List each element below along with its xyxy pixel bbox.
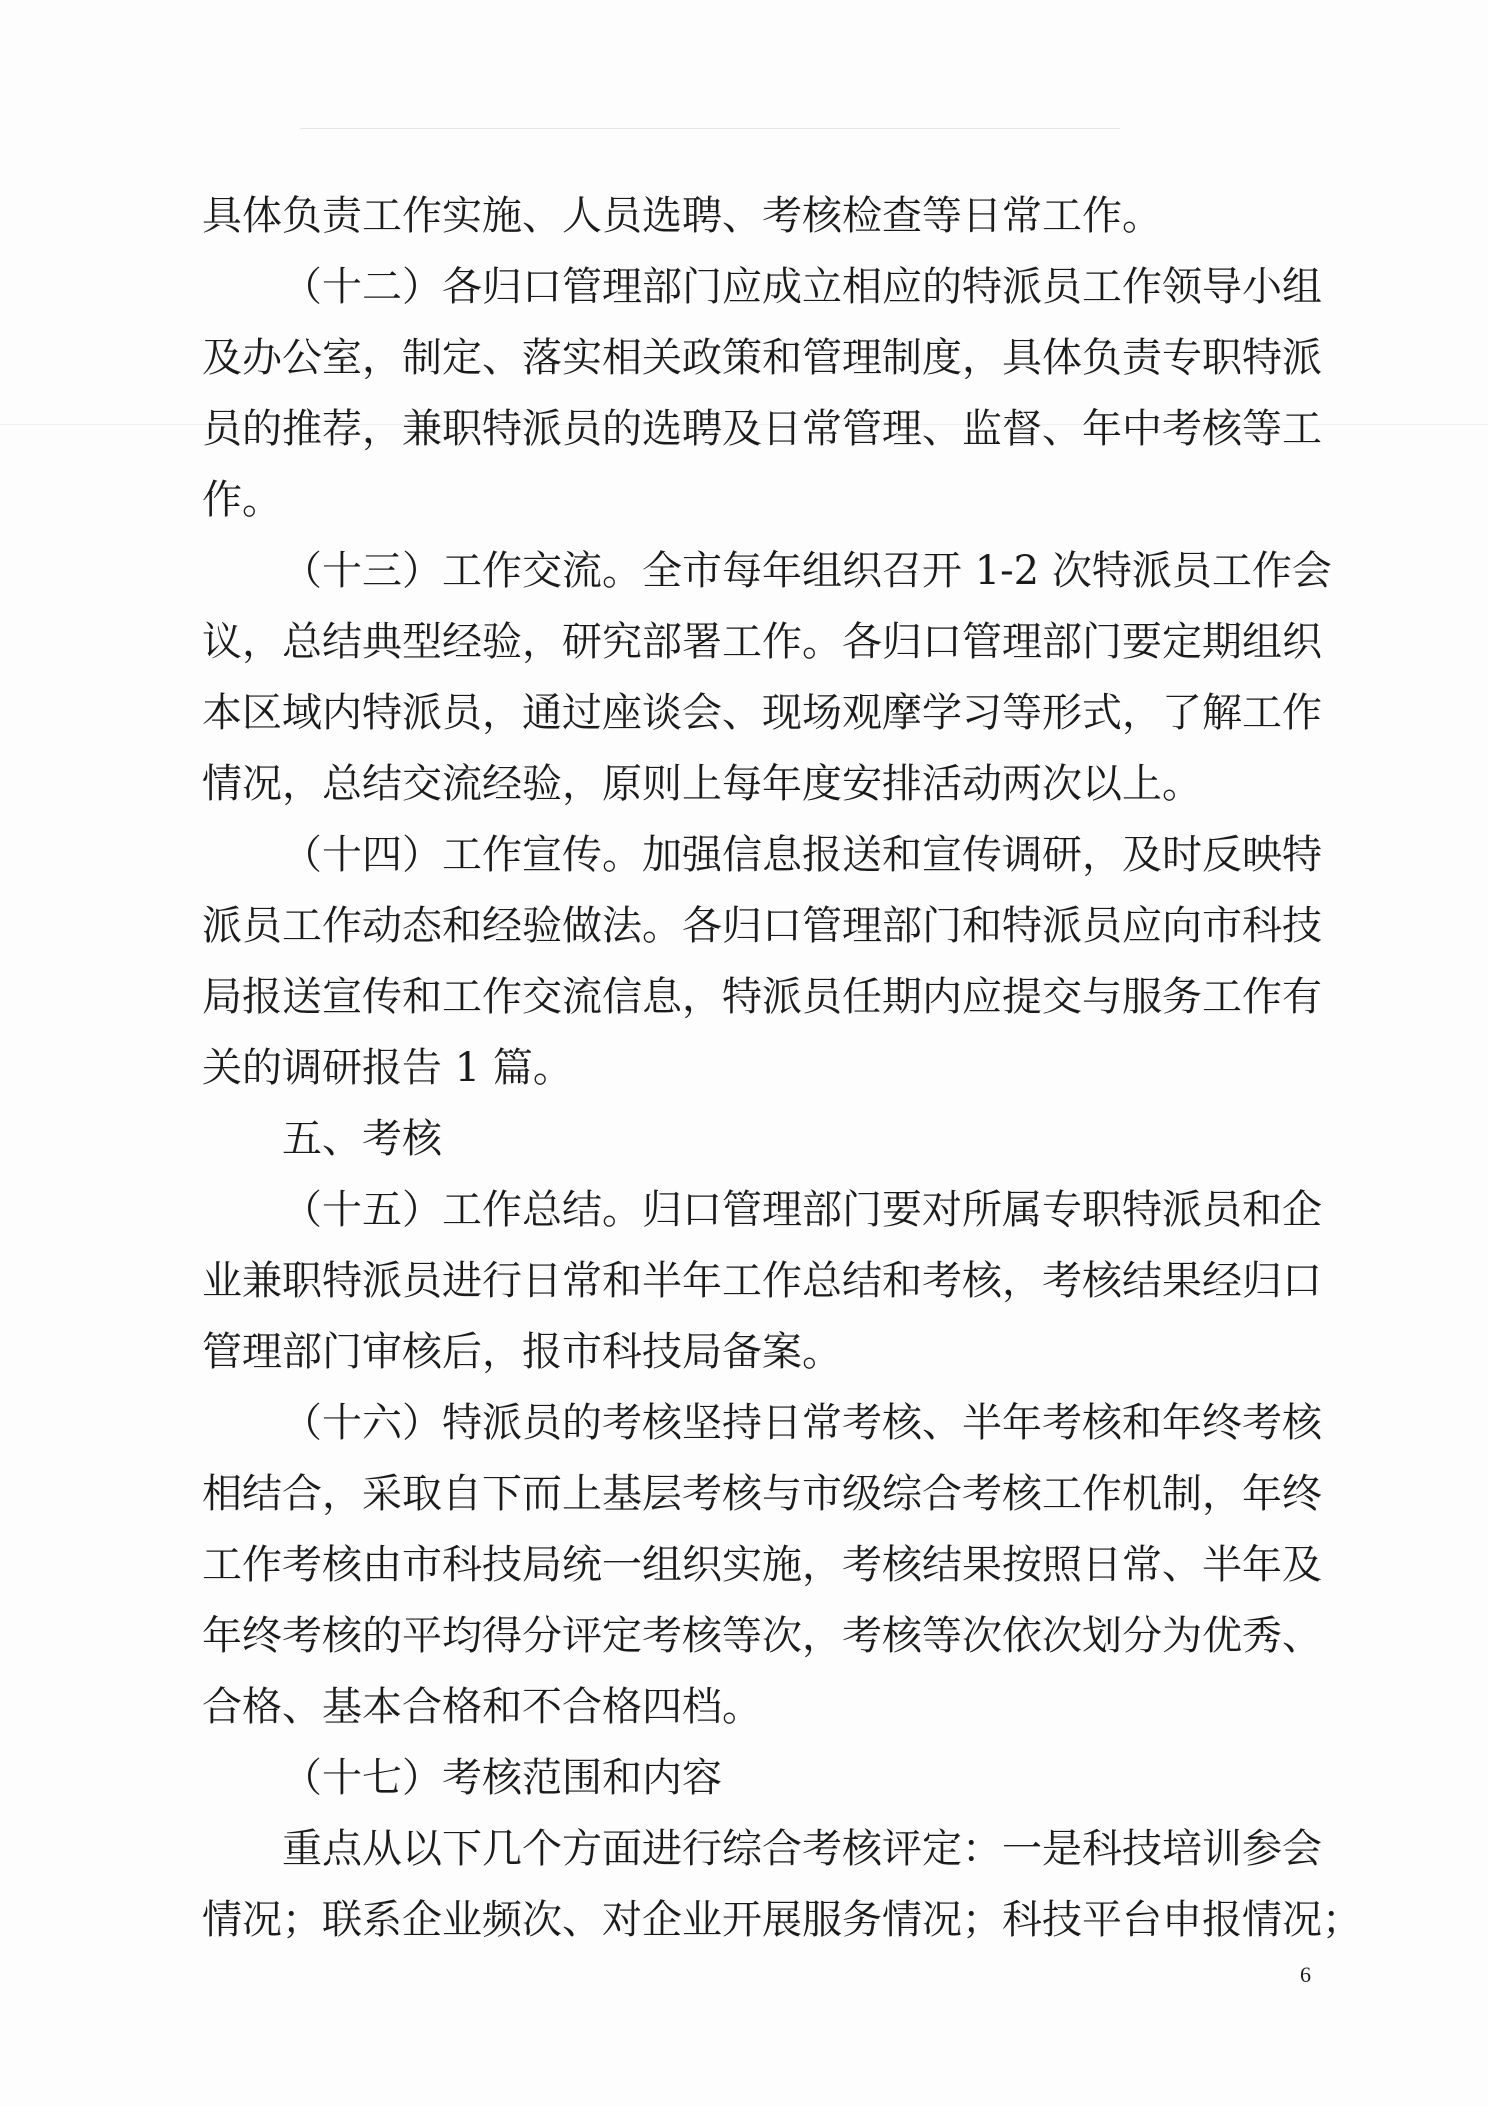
paragraph-line: 具体负责工作实施、人员选聘、考核检查等日常工作。 — [202, 193, 1162, 239]
paragraph-line: 工作考核由市科技局统一组织实施，考核结果按照日常、半年及 — [202, 1542, 1322, 1588]
subsection-heading: （十七）考核范围和内容 — [282, 1755, 722, 1801]
paragraph-line: 情况；联系企业频次、对企业开展服务情况；科技平台申报情况； — [202, 1897, 1362, 1943]
paragraph-line: 重点从以下几个方面进行综合考核评定：一是科技培训参会 — [282, 1826, 1322, 1872]
paragraph-line: 关的调研报告 1 篇。 — [202, 1045, 573, 1091]
paragraph-line: 派员工作动态和经验做法。各归口管理部门和特派员应向市科技 — [202, 903, 1322, 949]
paragraph-line: 员的推荐，兼职特派员的选聘及日常管理、监督、年中考核等工 — [202, 406, 1322, 452]
scan-artifact-top — [300, 128, 1120, 129]
paragraph-line: 作。 — [202, 477, 282, 523]
page-number: 6 — [1300, 1962, 1311, 1987]
section-heading: 五、考核 — [282, 1116, 442, 1162]
paragraph-line: （十三）工作交流。全市每年组织召开 1-2 次特派员工作会 — [282, 548, 1332, 594]
paragraph-line: 业兼职特派员进行日常和半年工作总结和考核，考核结果经归口 — [202, 1258, 1322, 1304]
paragraph-line: 局报送宣传和工作交流信息，特派员任期内应提交与服务工作有 — [202, 974, 1322, 1020]
paragraph-line: 合格、基本合格和不合格四档。 — [202, 1684, 762, 1730]
paragraph-line: 情况，总结交流经验，原则上每年度安排活动两次以上。 — [202, 761, 1202, 807]
paragraph-line: （十四）工作宣传。加强信息报送和宣传调研，及时反映特 — [282, 832, 1322, 878]
paragraph-line: 管理部门审核后，报市科技局备案。 — [202, 1329, 842, 1375]
paragraph-line: 年终考核的平均得分评定考核等次，考核等次依次划分为优秀、 — [202, 1613, 1322, 1659]
paragraph-line: 本区域内特派员，通过座谈会、现场观摩学习等形式，了解工作 — [202, 690, 1322, 736]
paragraph-line: （十二）各归口管理部门应成立相应的特派员工作领导小组 — [282, 264, 1322, 310]
paragraph-line: 及办公室，制定、落实相关政策和管理制度，具体负责专职特派 — [202, 335, 1322, 381]
paragraph-line: （十五）工作总结。归口管理部门要对所属专职特派员和企 — [282, 1187, 1322, 1233]
paragraph-line: 相结合，采取自下而上基层考核与市级综合考核工作机制，年终 — [202, 1471, 1322, 1517]
paragraph-line: 议，总结典型经验，研究部署工作。各归口管理部门要定期组织 — [202, 619, 1322, 665]
paragraph-line: （十六）特派员的考核坚持日常考核、半年考核和年终考核 — [282, 1400, 1322, 1446]
